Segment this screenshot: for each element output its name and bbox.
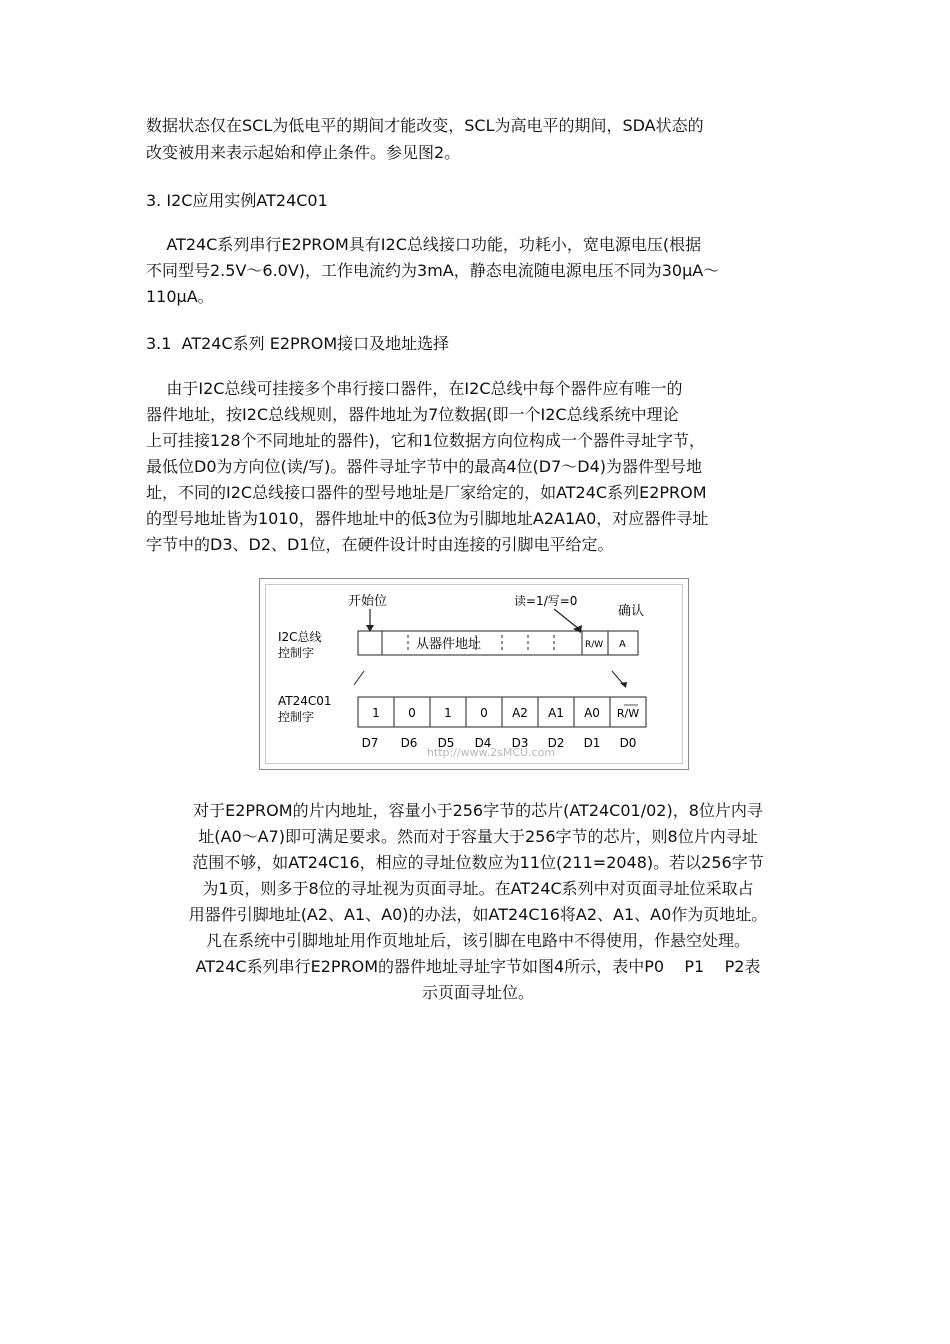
row2-label: AT24C01 [278,694,332,708]
paragraph-line: AT24C系列串行E2PROM的器件地址寻址字节如图4所示，表中P0 P1 P2表 [195,957,761,976]
paragraph-line: 不同型号2.5V～6.0V)，工作电流约为3mA，静态电流随电源电压不同为30μA～ [146,261,720,280]
paragraph-line: 数据状态仅在SCL为低电平的期间才能改变，SCL为高电平的期间，SDA状态的 [146,116,704,135]
paragraph-line: 由于I2C总线可挂接多个串行接口器件，在I2C总线中每个器件应有唯一的 [146,379,683,398]
bit-label: D1 [583,736,601,750]
slave-address-box [382,631,582,655]
bit-label: D3 [511,736,529,750]
section-heading: 3. I2C应用实例AT24C01 [146,191,328,210]
rw-box-label: R/W [585,640,604,650]
bit-cell-value: 1 [372,706,380,720]
ack-box-label: A [619,639,626,650]
bit-cell-value: 0 [480,706,488,720]
bit-label: D2 [547,736,565,750]
paragraph-line: 为1页，则多于8位的寻址视为页面寻址。在AT24C系列中对页面寻址位采取占 [202,879,754,898]
row1-label: 控制字 [278,646,315,660]
bit-cell-value: R/W [616,707,640,720]
slave-address-label: 从器件地址 [416,637,482,652]
paragraph-line: 上可挂接128个不同地址的器件)，它和1位数据方向位构成一个器件寻址字节， [146,431,705,450]
paragraph-line: 110μA。 [146,287,214,306]
bit-label: D7 [361,736,379,750]
paragraph-line: 对于E2PROM的片内地址，容量小于256字节的芯片(AT24C01/02)，8位片内寻 [193,801,763,820]
row2-cells [358,697,646,727]
paragraph-line: AT24C系列串行E2PROM具有I2C总线接口功能，功耗小，宽电源电压(根据 [146,235,702,254]
ack-label: 确认 [618,604,645,619]
connector-arrowhead [620,682,627,688]
figure-frame [265,584,683,764]
bit-cell-value: A0 [584,706,600,720]
row2-label: 控制字 [278,710,315,724]
paragraph-line: 址，不同的I2C总线接口器件的型号地址是厂家给定的，如AT24C系列E2PROM [146,483,707,502]
address-byte-figure [259,578,689,770]
row1-label: I2C总线 [278,630,322,644]
bit-label: D4 [474,736,492,750]
paragraph-line: 字节中的D3、D2、D1位，在硬件设计时由连接的引脚电平给定。 [146,535,614,554]
bit-label: D0 [619,736,637,750]
paragraph-line: 的型号地址皆为1010，器件地址中的低3位为引脚地址A2A1A0，对应器件寻址 [146,509,709,528]
rw-label: 读=1/写=0 [514,594,578,608]
bit-cell-value: 0 [408,706,416,720]
section-heading: 3.1 AT24C系列 E2PROM接口及地址选择 [146,334,450,353]
bit-label: D5 [437,736,455,750]
address-byte-diagram [266,585,682,763]
bit-cell-value: 1 [444,706,452,720]
paragraph-line: 址(A0～A7)即可满足要求。然而对于容量大于256字节的芯片，则8位片内寻址 [198,827,758,846]
start-bit-box [358,631,382,655]
bit-label: D6 [400,736,418,750]
paragraph-line: 示页面寻址位。 [421,983,534,1002]
paragraph-line: 最低位D0为方向位(读/写)。器件寻址字节中的最高4位(D7～D4)为器件型号地 [146,457,703,476]
paragraph-line: 改变被用来表示起始和停止条件。参见图2。 [146,143,461,162]
bit-cell-value: A2 [512,706,528,720]
rw-arrowhead [573,625,582,633]
paragraph-line: 范围不够，如AT24C16，相应的寻址位数应为11位(211=2048)。若以256字节 [192,853,764,872]
bit-cell-value: A1 [548,706,564,720]
paragraph-line: 用器件引脚地址(A2、A1、A0)的办法，如AT24C16将A2、A1、A0作为页地址。 [188,905,768,924]
start-bit-label: 开始位 [348,594,388,609]
paragraph-line: 凡在系统中引脚地址用作页地址后，该引脚在电路中不得使用，作悬空处理。 [205,931,750,950]
paragraph-line: 器件地址，按I2C总线规则，器件地址为7位数据(即一个I2C总线系统中理论 [146,405,679,424]
connector-line [354,671,364,685]
watermark: http://www.2sMCU.com [426,746,556,759]
rw-arrow [554,609,579,629]
